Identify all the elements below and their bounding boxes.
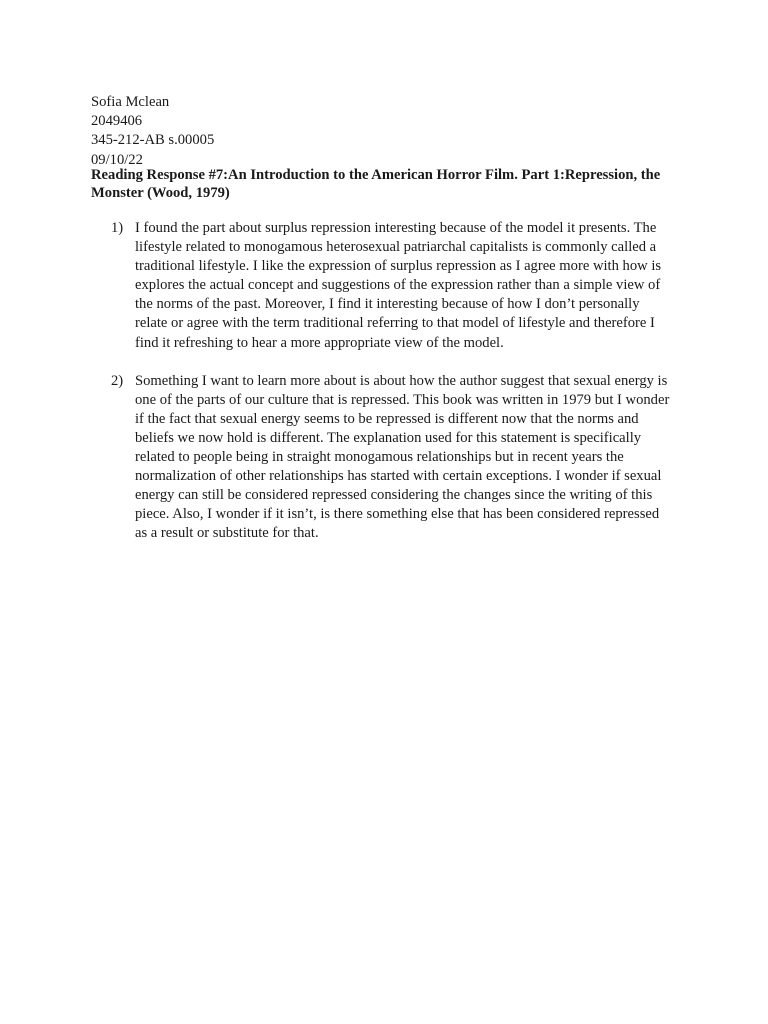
course-code: 345-212-AB s.00005 xyxy=(91,132,215,149)
response-list xyxy=(91,219,671,544)
document-header xyxy=(91,93,681,170)
document-date: 09/10/22 xyxy=(91,151,143,168)
student-id: 2049406 xyxy=(91,113,143,130)
list-item xyxy=(91,219,671,353)
list-item-text: Something I want to learn more about is about how the author suggest that sexual energy is one of the parts of our culture that is repressed. This book was written in 1979 but I wonder if the fact that sexual energy seems to be repressed is different now that the norms and beliefs we now hold is different. The explanation used for this statement is specifically related to people being in straight monogamous relationships but in recent years the normalization of other relationships has started with certain exceptions. I wonder if sexual energy can still be considered repressed considering the changes since the writing of this piece. Also, I wonder if it isn’t, is there something else that has been considered repressed as a result or substitute for that. xyxy=(135,372,670,542)
list-item-number: 1) xyxy=(111,220,124,236)
list-item-number: 2) xyxy=(111,372,124,389)
author-name: Sofia Mclean xyxy=(91,94,170,110)
list-item-text: I found the part about surplus repression interesting because of the model it presents. The lifestyle related to monogamous heterosexual patriarchal capitalists is commonly called a traditional lifestyle. I like the expression of surplus repression as I agree more with how is explores the actual concept and suggestions of the expression rather than a simple view of the norms of the past. Moreover, I find it interesting because of how I don’t personally relate or agree with the term traditional referring to that model of lifestyle and therefore I find it refreshing to hear a more appropriate view of the model. xyxy=(135,220,662,351)
document-title: Reading Response #7:An Introduction to the American Horror Film. Part 1:Repression, the Monster (Wood, 1979) xyxy=(91,167,661,201)
list-item xyxy=(91,372,671,544)
